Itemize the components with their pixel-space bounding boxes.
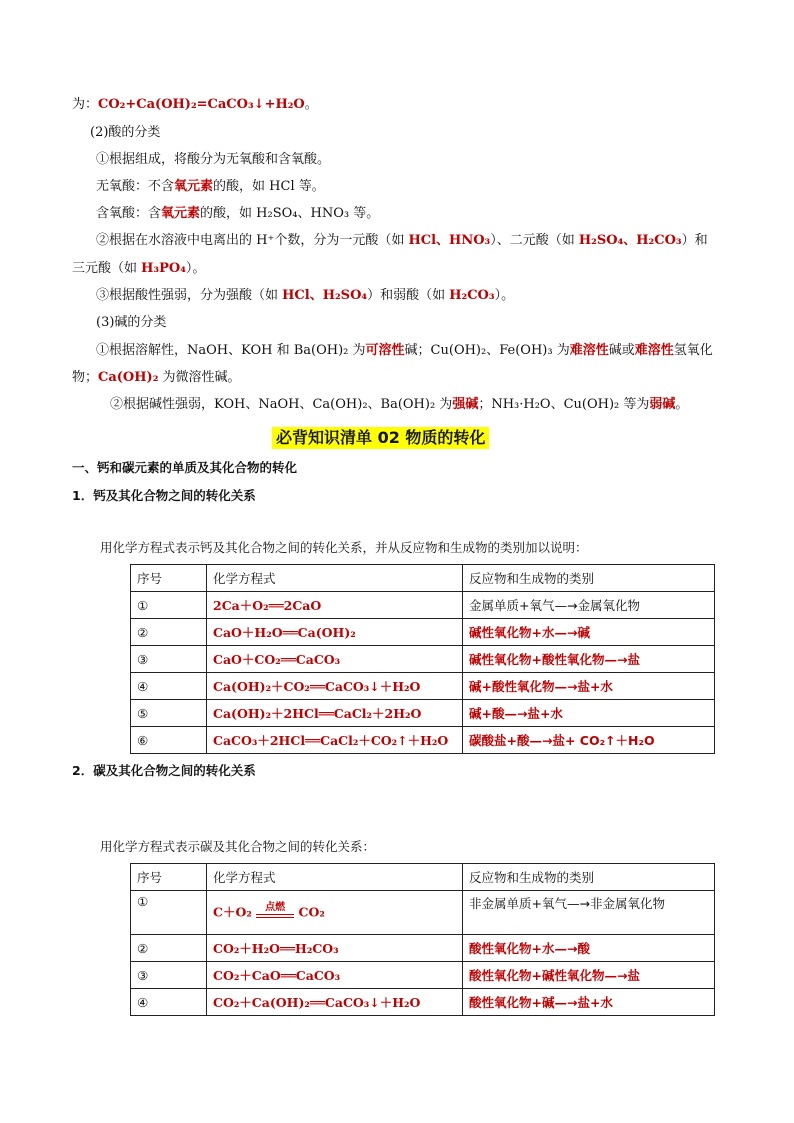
- text: ）和: [681, 233, 708, 248]
- text: ③根据酸性强弱，分为强酸（如: [96, 288, 283, 303]
- header-cell: 反应物和生成物的类别: [463, 864, 715, 891]
- equation-cell: CO₂＋CaO══CaCO₃: [207, 962, 463, 989]
- equation-cell: 2Ca＋O₂══2CaO: [207, 592, 463, 619]
- text: ）和弱酸（如: [367, 288, 450, 303]
- reaction-condition: [256, 902, 294, 924]
- text-line-4: [96, 178, 325, 196]
- subheading-calcium-carbon: 一、钙和碳元素的单质及其化合物的转化: [72, 460, 298, 475]
- equation-cell: CO₂＋Ca(OH)₂══CaCO₃↓＋H₂O: [207, 989, 463, 1016]
- equation-right: CO₂: [298, 904, 325, 919]
- row-number: ②: [131, 619, 207, 646]
- table-header-row: [131, 864, 715, 891]
- header-cell: 序号: [131, 864, 207, 891]
- highlight: 强碱: [452, 397, 479, 412]
- text-line-5: [96, 205, 379, 223]
- equation-cell: [207, 891, 463, 935]
- text: 无氧酸：不含: [96, 179, 175, 194]
- equation-left: C＋O₂: [213, 904, 252, 919]
- double-line-arrow: [256, 914, 294, 918]
- text: 的酸，如 HCl 等。: [213, 179, 325, 194]
- table-row: [131, 700, 715, 727]
- row-number: ④: [131, 673, 207, 700]
- equation-cell: CaCO₃＋2HCl══CaCl₂＋CO₂↑＋H₂O: [207, 727, 463, 754]
- category-cell: 碱性氧化物+酸性氧化物—→盐: [463, 646, 715, 673]
- table-row: [131, 619, 715, 646]
- header-cell: 反应物和生成物的类别: [463, 565, 715, 592]
- category-cell: 碱+酸性氧化物—→盐+水: [463, 673, 715, 700]
- text: 三元酸（如: [72, 261, 142, 276]
- carbon-table: [130, 863, 715, 1016]
- highlight: 可溶性: [365, 343, 405, 358]
- calcium-table: [130, 564, 715, 754]
- equation-cell: CaO＋CO₂══CaCO₃: [207, 646, 463, 673]
- equation-cell: Ca(OH)₂＋CO₂══CaCO₃↓＋H₂O: [207, 673, 463, 700]
- highlight: 难溶性: [634, 343, 674, 358]
- highlight: 氧元素: [161, 206, 201, 221]
- text: ②根据碱性强弱，KOH、NaOH、Ca(OH)₂、Ba(OH)₂ 为: [110, 397, 453, 412]
- text-line-2: [90, 124, 160, 142]
- highlight: 氧元素: [174, 179, 214, 194]
- text: ）、二元酸（如: [490, 233, 579, 248]
- text: 碱；Cu(OH)₂、Fe(OH)₃ 为: [404, 343, 570, 358]
- condition-label: 点燃: [265, 901, 286, 913]
- row-number: ①: [131, 592, 207, 619]
- highlight: 弱碱: [649, 397, 676, 412]
- table-header-row: [131, 565, 715, 592]
- header-cell: 化学方程式: [207, 565, 463, 592]
- equation: CO₂+Ca(OH)₂=CaCO₃↓+H₂O: [98, 97, 305, 112]
- row-number: ⑥: [131, 727, 207, 754]
- row-number: ③: [131, 646, 207, 673]
- text-line-1: [72, 96, 318, 114]
- heading-base-classification: (3)碱的分类: [96, 315, 167, 330]
- row-number: ④: [131, 989, 207, 1016]
- text-line-10: [96, 342, 713, 360]
- text: 为：: [72, 97, 99, 112]
- text: 碱或: [608, 343, 635, 358]
- category-cell: 酸性氧化物+碱—→盐+水: [463, 989, 715, 1016]
- text: 含氧酸：含: [96, 206, 162, 221]
- category-cell: 碱性氧化物+水—→碱: [463, 619, 715, 646]
- highlight: HCl、H₂SO₄: [282, 288, 368, 303]
- highlight: HCl、HNO₃: [408, 233, 491, 248]
- row-number: ②: [131, 935, 207, 962]
- text-line-8: [96, 287, 514, 305]
- table-row: [131, 646, 715, 673]
- equation-cell: CaO＋H₂O══Ca(OH)₂: [207, 619, 463, 646]
- text: 氢氧化: [673, 343, 713, 358]
- text: 。: [675, 397, 689, 412]
- category-cell: 酸性氧化物+水—→酸: [463, 935, 715, 962]
- intro-text-1: 用化学方程式表示钙及其化合物之间的转化关系，并从反应物和生成物的类别加以说明：: [100, 540, 588, 555]
- category-cell: 非金属单质+氧气—→非金属氧化物: [463, 891, 715, 935]
- text: ②根据在水溶液中电离出的 H⁺个数，分为一元酸（如: [96, 233, 409, 248]
- category-cell: 碱+酸—→盐+水: [463, 700, 715, 727]
- row-number: ⑤: [131, 700, 207, 727]
- text: ①根据组成，将酸分为无氧酸和含氧酸。: [96, 152, 331, 167]
- header-cell: 化学方程式: [207, 864, 463, 891]
- text: ①根据溶解性，NaOH、KOH 和 Ba(OH)₂ 为: [96, 343, 366, 358]
- text: ）。: [494, 288, 515, 303]
- highlight: 难溶性: [569, 343, 609, 358]
- table-row: [131, 673, 715, 700]
- highlight: H₂CO₃: [449, 288, 495, 303]
- section-title: 必背知识清单 02 物质的转化: [272, 427, 489, 449]
- text: 。: [304, 97, 318, 112]
- text: 为微溶性碱。: [158, 370, 241, 385]
- category-cell: 碳酸盐+酸—→盐+ CO₂↑＋H₂O: [463, 727, 715, 754]
- highlight: Ca(OH)₂: [98, 370, 159, 385]
- text-line-6: [96, 232, 708, 250]
- row-number: ③: [131, 962, 207, 989]
- text: 物；: [72, 370, 99, 385]
- equation-cell: Ca(OH)₂＋2HCl══CaCl₂＋2H₂O: [207, 700, 463, 727]
- text-line-7: [72, 260, 205, 278]
- equation-cell: CO₂＋H₂O══H₂CO₃: [207, 935, 463, 962]
- text: 的酸，如 H₂SO₄、HNO₃ 等。: [200, 206, 380, 221]
- text-line-11: [72, 369, 241, 387]
- category-cell: 金属单质+氧气—→金属氧化物: [463, 592, 715, 619]
- highlight: H₃PO₄: [141, 261, 186, 276]
- text: ）。: [185, 261, 206, 276]
- table-row: [131, 891, 715, 935]
- table-row: [131, 989, 715, 1016]
- text-line-12: [110, 396, 688, 414]
- table-row: [131, 962, 715, 989]
- header-cell: 序号: [131, 565, 207, 592]
- subheading-calcium-relations: 1．钙及其化合物之间的转化关系: [72, 488, 256, 503]
- category-cell: 酸性氧化物+碱性氧化物—→盐: [463, 962, 715, 989]
- table-row: [131, 727, 715, 754]
- highlight: H₂SO₄、H₂CO₃: [578, 233, 682, 248]
- heading-acid-classification: (2)酸的分类: [90, 125, 161, 140]
- text-line-3: [96, 151, 330, 169]
- table-row: [131, 935, 715, 962]
- text-line-9: [96, 314, 166, 332]
- text: ；NH₃·H₂O、Cu(OH)₂ 等为: [478, 397, 650, 412]
- intro-text-2: 用化学方程式表示碳及其化合物之间的转化关系：: [100, 839, 376, 854]
- table-row: [131, 592, 715, 619]
- row-number: ①: [131, 891, 207, 935]
- subheading-carbon-relations: 2．碳及其化合物之间的转化关系: [72, 763, 256, 778]
